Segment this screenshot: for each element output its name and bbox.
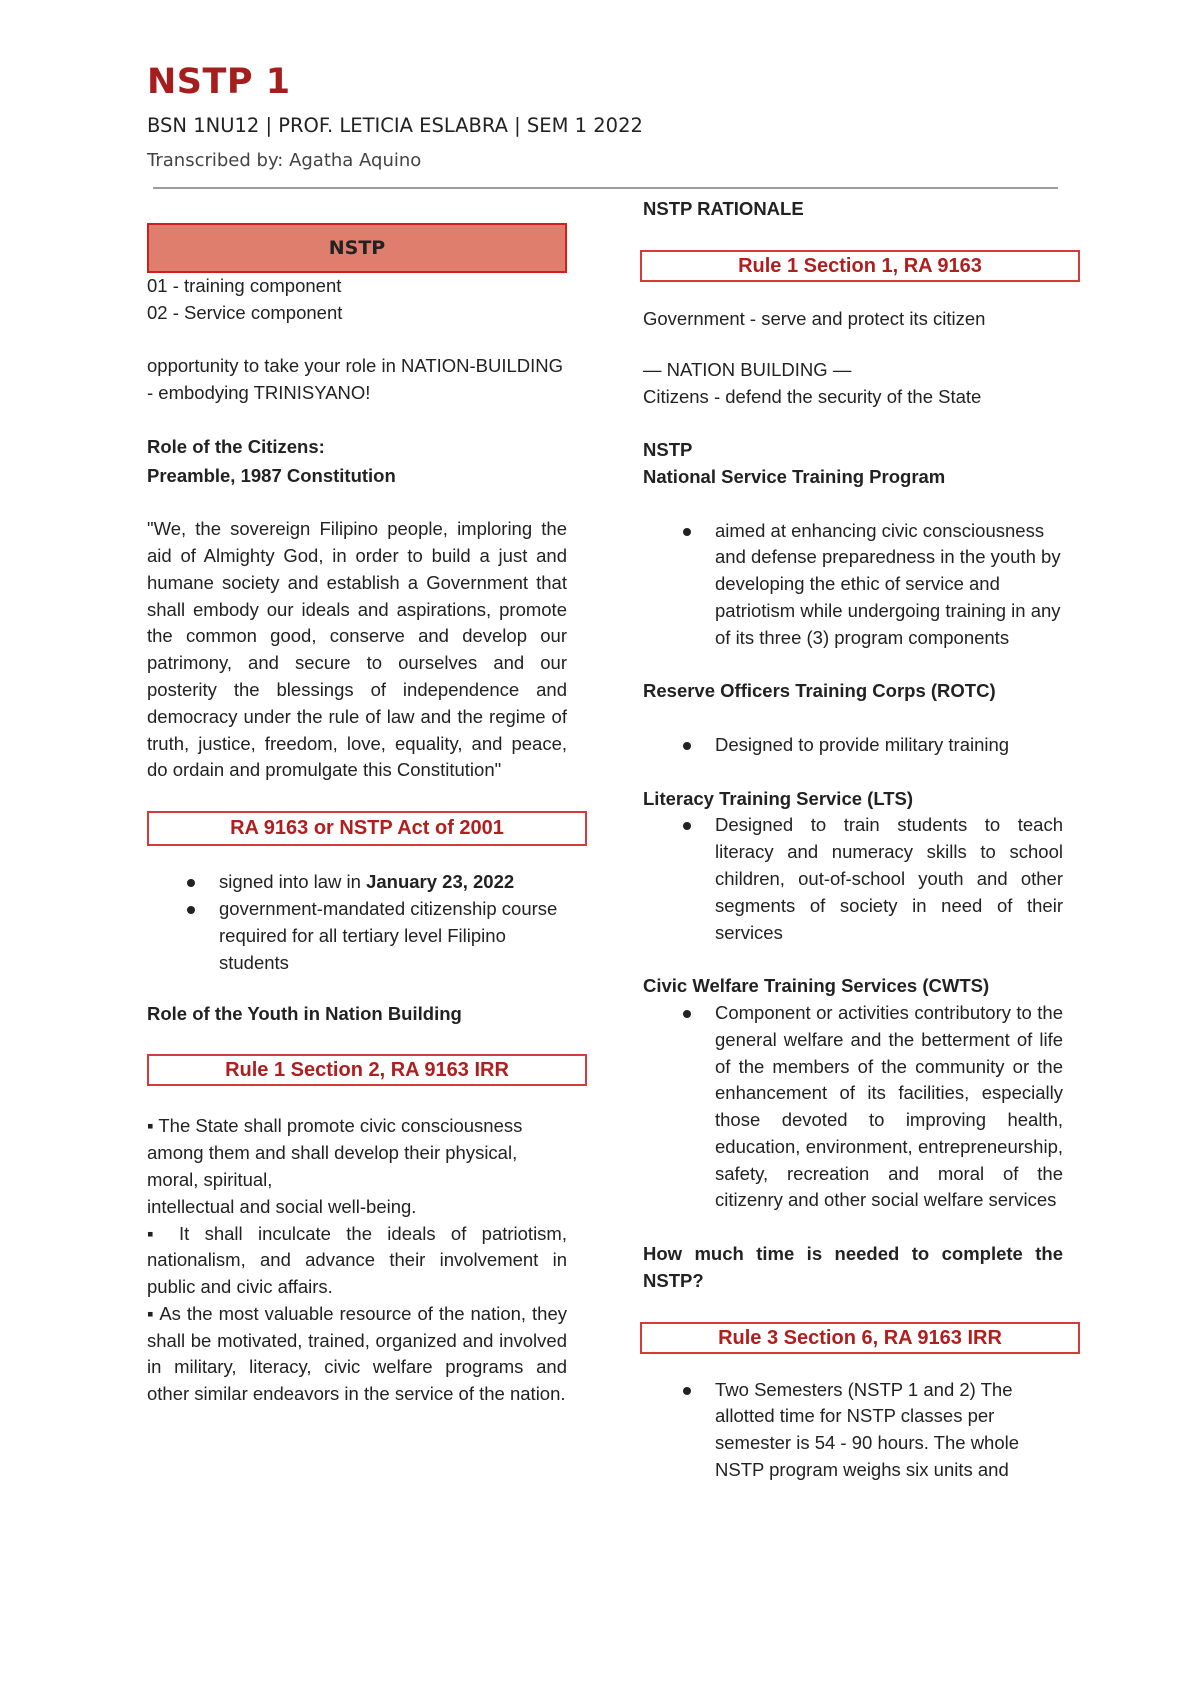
rotc-bullet-list [643, 732, 1063, 759]
opportunity-text: opportunity to take your role in NATION-BUILDING [147, 355, 564, 377]
bullet-date: January 23, 2022 [366, 871, 515, 893]
nstp-bullet-list [643, 518, 1063, 652]
list-item [147, 869, 567, 896]
bullet-icon [683, 742, 691, 750]
time-question: How much time is needed to complete the NSTP? [643, 1243, 1063, 1291]
bullet-text: Two Semesters (NSTP 1 and 2) The allotted time for NSTP classes per semester is 54 - 90 hours. The whole NSTP program weighs six units and [715, 1378, 1020, 1481]
bullet-text: Designed to provide military training [715, 733, 1010, 755]
nstp-heading: NSTP [643, 439, 693, 461]
bullet-text: aimed at enhancing civic consciousness and defense preparedness in the youth by developing the ethic of service and patriotism while undergoing training in any of its three (3) program components [715, 519, 1061, 648]
rotc-heading: Reserve Officers Training Corps (ROTC) [643, 680, 996, 702]
ra-bullet-list [147, 869, 567, 976]
time-bullet-list [643, 1377, 1063, 1484]
rationale-heading: NSTP RATIONALE [643, 198, 804, 219]
component-line: 01 - training component [147, 275, 342, 296]
preamble-quote: "We, the sovereign Filipino people, imploring the aid of Almighty God, in order to build a just and humane society and establish a Government that shall embody our ideals and aspirations, promote the common good, conserve and develop our patrimony, and secure to ourselves and our posterity the blessings of independence and democracy under the rule of law and the regime of truth, justice, freedom, love, equality, and peace, do ordain and promulgate this Constitution" [147, 518, 567, 781]
list-item [643, 1000, 1063, 1214]
document-title: NSTP 1 [147, 62, 291, 102]
list-item [147, 896, 567, 976]
lts-heading: Literacy Training Service (LTS) [643, 787, 914, 809]
bullet-text: Designed to train students to teach literacy and numeracy skills to school children, out-of-school youth and other segments of society in need of their services [715, 814, 1063, 943]
bullet-icon [187, 906, 195, 914]
bullet-icon [683, 1387, 691, 1395]
bullet-icon [683, 822, 691, 830]
government-text: Government - serve and protect its citizen [643, 308, 986, 330]
embodying-text: - embodying TRINISYANO! [147, 382, 371, 404]
youth-paragraph: intellectual and social well-being. [147, 1195, 417, 1217]
bullet-icon [683, 528, 691, 536]
bullet-text: government-mandated citizenship course required for all tertiary level Filipino students [219, 897, 558, 973]
lts-bullet-list [643, 812, 1063, 946]
ra-9163-box: RA 9163 or NSTP Act of 2001 [147, 811, 587, 846]
list-item [643, 812, 1063, 946]
bullet-text: Component or activities contributory to the general welfare and the betterment of life of the members of the community or the enhancement of its facilities, especially those devoted to improving health, education, environment, entrepreneurship, safety, recreation and moral of the citizenry and other social welfare services [715, 1001, 1063, 1211]
list-item [643, 518, 1063, 652]
rule1-section2-box: Rule 1 Section 2, RA 9163 IRR [147, 1054, 587, 1086]
youth-paragraph: ▪ As the most valuable resource of the nation, they shall be motivated, trained, organized and involved in military, literacy, civic welfare programs and other similar endeavors in the service of the nation. [147, 1302, 567, 1405]
cwts-heading: Civic Welfare Training Services (CWTS) [643, 975, 990, 997]
nstp-section-box: NSTP [147, 223, 567, 273]
rule1-section1-box: Rule 1 Section 1, RA 9163 [640, 250, 1080, 282]
preamble-heading: Preamble, 1987 Constitution [147, 464, 396, 486]
list-item [643, 1377, 1063, 1484]
youth-heading: Role of the Youth in Nation Building [147, 1003, 462, 1025]
component-line: 02 - Service component [147, 301, 343, 323]
list-item [643, 732, 1063, 759]
youth-paragraph: ▪ It shall inculcate the ideals of patriotism, nationalism, and advance their involvement in public and civic affairs. [147, 1222, 567, 1298]
citizens-text: Citizens - defend the security of the State [643, 385, 982, 407]
right-column [643, 196, 1063, 1484]
bullet-icon [187, 879, 195, 887]
left-column [147, 223, 567, 1408]
nstp-full-name: National Service Training Program [643, 465, 946, 487]
bullet-text: signed into law in [219, 871, 367, 893]
citizens-heading: Role of the Citizens: [147, 435, 325, 457]
bullet-icon [683, 1010, 691, 1018]
rule3-section6-box: Rule 3 Section 6, RA 9163 IRR [640, 1322, 1080, 1354]
nation-building-text: — NATION BUILDING — [643, 358, 852, 380]
cwts-bullet-list [643, 1000, 1063, 1214]
youth-paragraph: ▪ The State shall promote civic consciousness among them and shall develop their physical, moral, spiritual, [147, 1115, 523, 1190]
header-divider [153, 187, 1058, 189]
transcriber-credit: Transcribed by: Agatha Aquino [147, 150, 422, 171]
course-info: BSN 1NU12 | PROF. LETICIA ESLABRA | SEM 1 2022 [147, 114, 643, 137]
